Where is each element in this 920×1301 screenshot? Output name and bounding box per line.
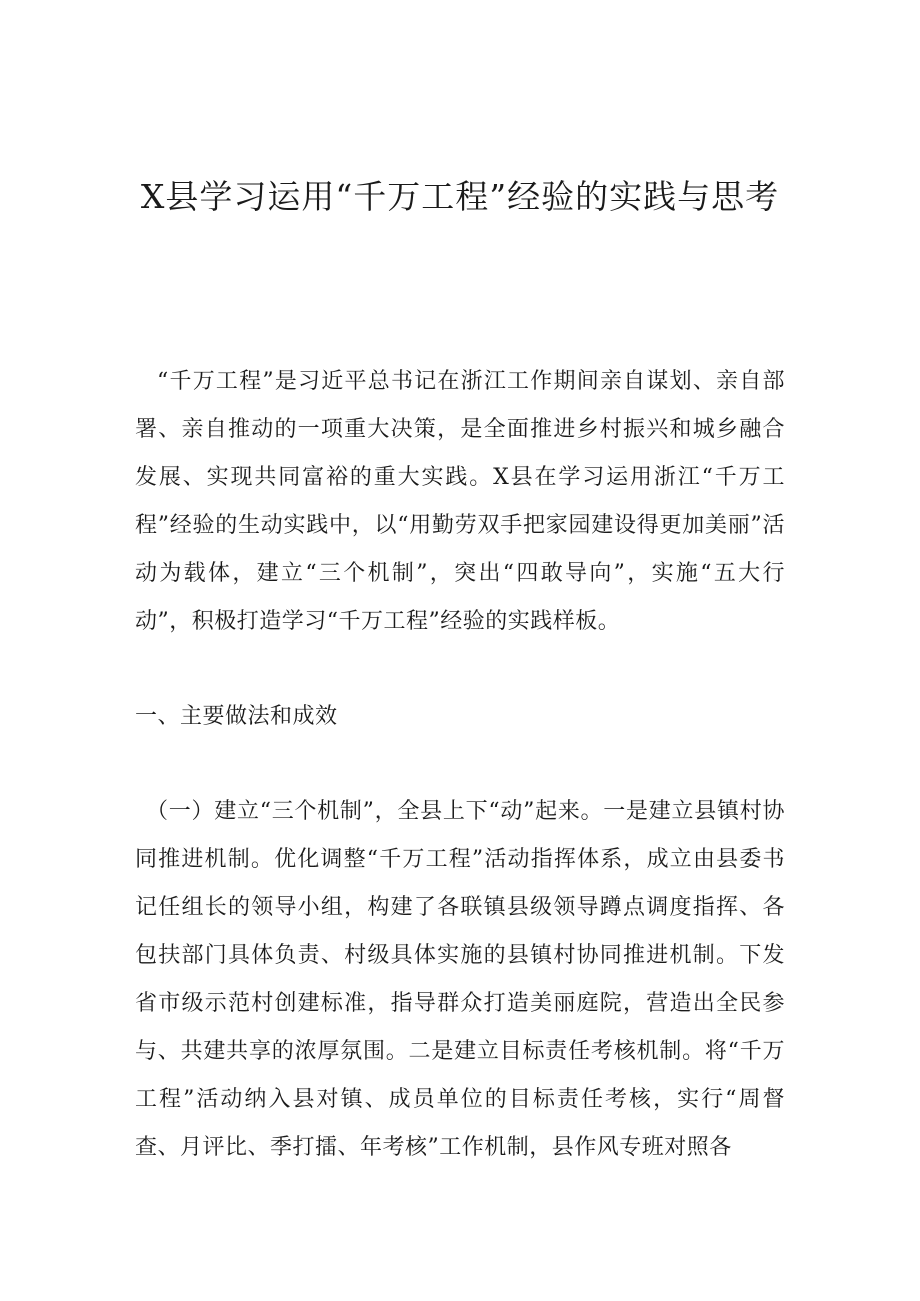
body-paragraph: （一）建立“三个机制”，全县上下“动”起来。一是建立县镇村协同推进机制。优化调整“千万工程”活动指挥体系，成立由县委书记任组长的领导小组，构建了各联镇县级领导蹲点调度指挥、各包扶部门具体负责、村级具体实施的县镇村协同推进机制。下发省市级示范村创建标准，指导群众打造美丽庭院，营造出全民参与、共建共享的浓厚氛围。二是建立目标责任考核机制。将“千万工程”活动纳入县对镇、成员单位的目标责任考核，实行“周督查、月评比、季打擂、年考核”工作机制，县作风专班对照各: [135, 799, 785, 1160]
intro-paragraph: “千万工程”是习近平总书记在浙江工作期间亲自谋划、亲自部署、亲自推动的一项重大决策，是全面推进乡村振兴和城乡融合发展、实现共同富裕的重大实践。X县在学习运用浙江“千万工程”经验的生动实践中，以“用勤劳双手把家园建设得更加美丽”活动为载体，建立“三个机制”，突出“四敢导向”，实施“五大行动”，积极打造学习“千万工程”经验的实践样板。: [135, 369, 785, 634]
section-heading: 一、主要做法和成效: [135, 704, 338, 729]
document-title: X县学习运用“千万工程”经验的实践与思考: [140, 177, 780, 216]
